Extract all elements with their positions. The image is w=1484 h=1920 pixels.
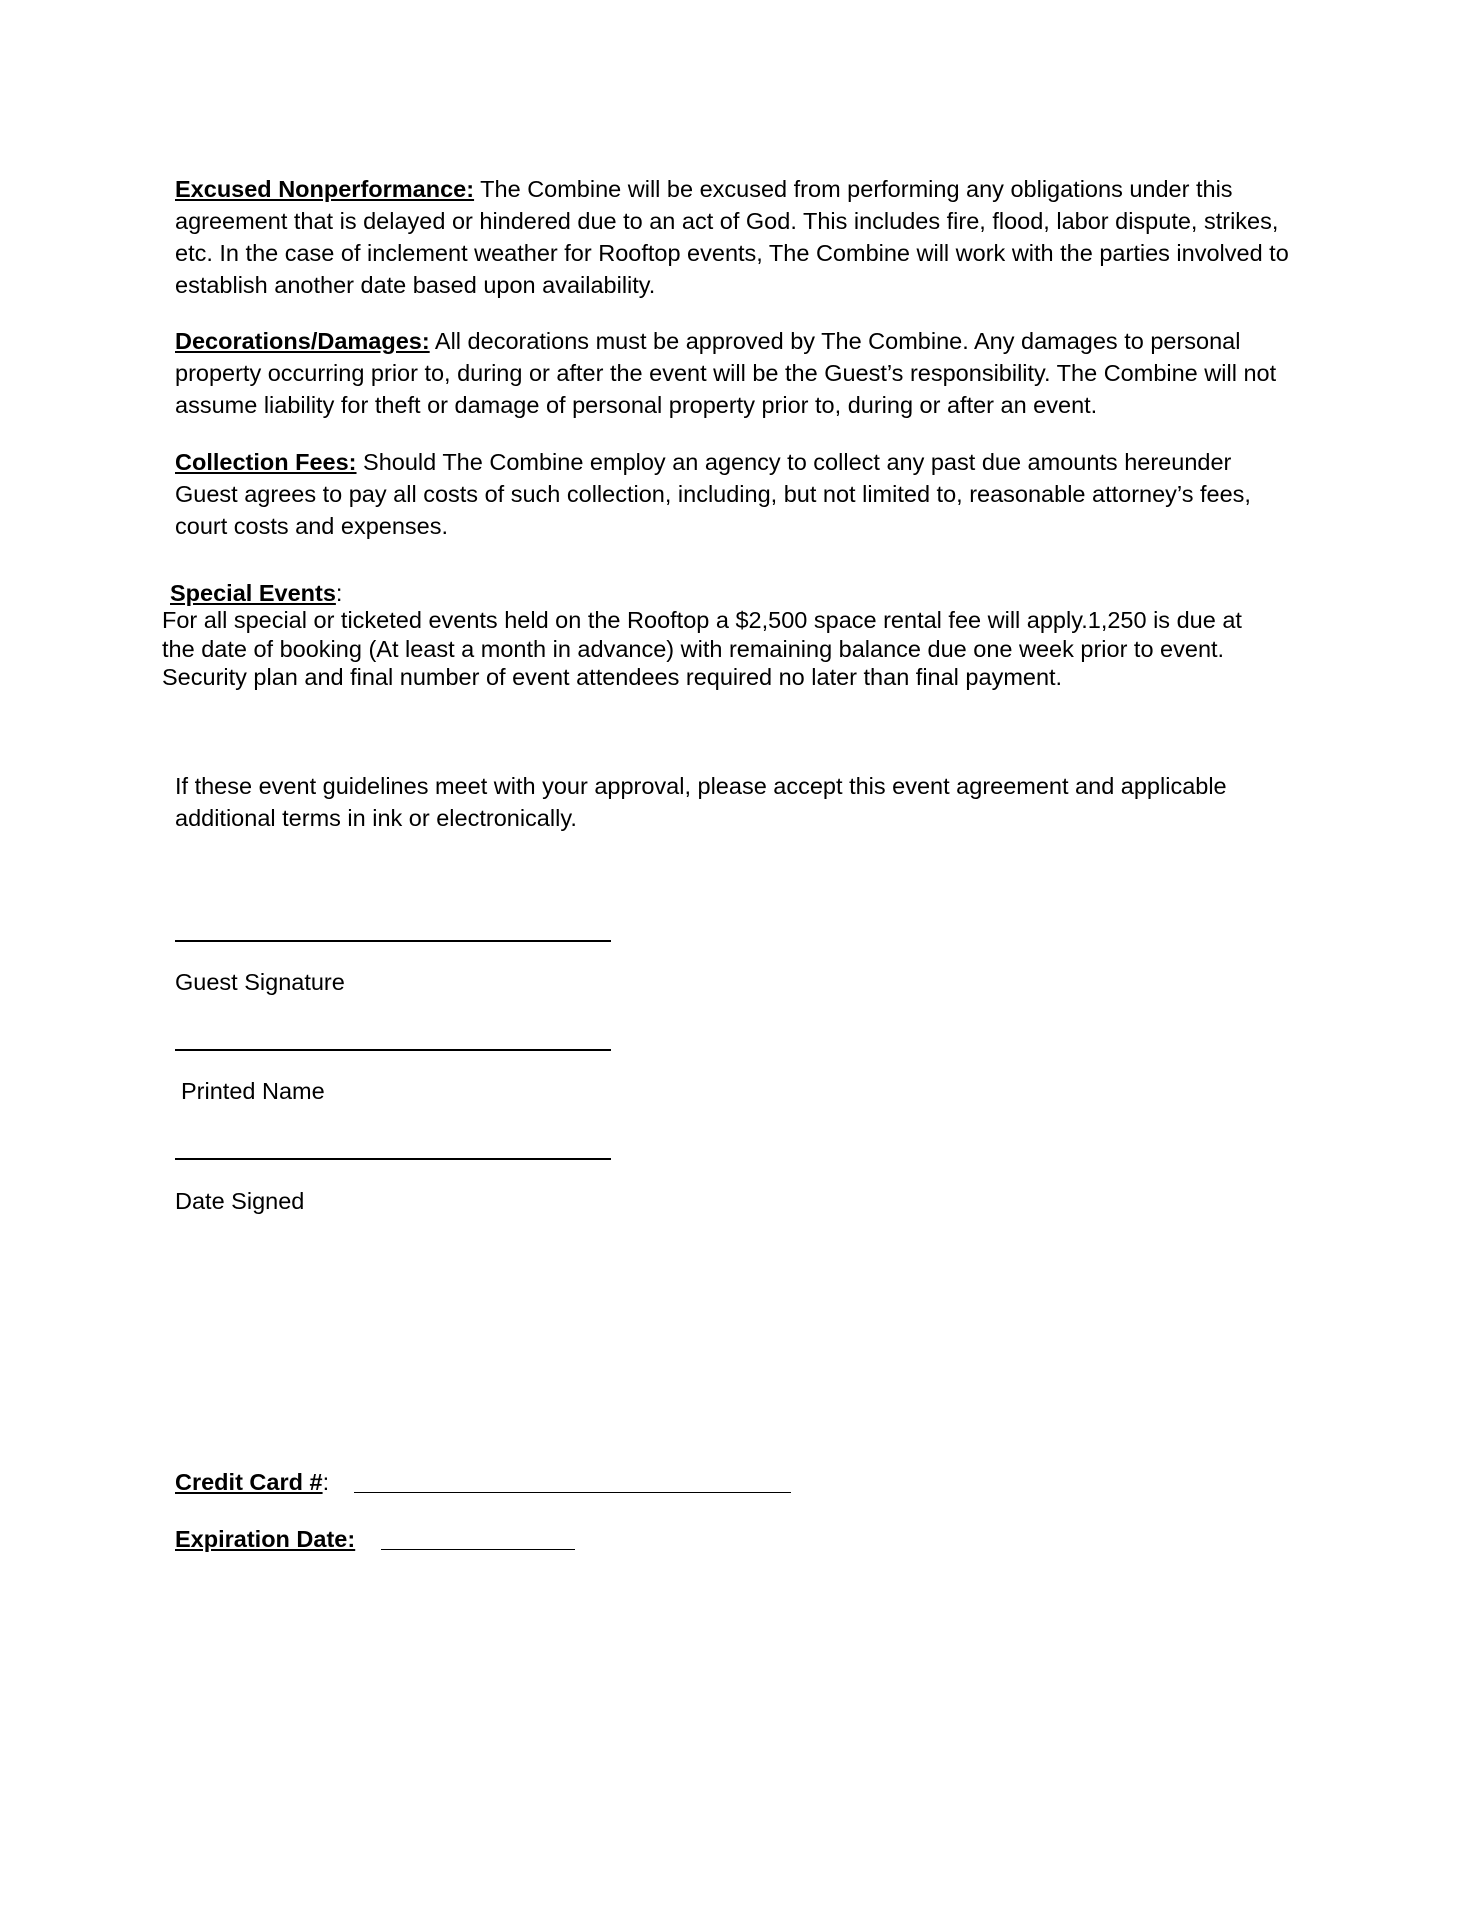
approval-paragraph: If these event guidelines meet with your approval, please accept this event agreement and applicable additional terms in ink or electronically. [175,773,1227,831]
decorations-damages-text: All decorations must be approved by The Combine. Any damages to personal property occurring prior to, during or after the event will be the Guest’s responsibility. The Combine will not assume liability for theft or damage of personal property prior to, during or after an event. [175,328,1277,418]
date-signed-line[interactable] [175,1158,611,1160]
credit-card-label: Credit Card # [175,1469,323,1495]
expiration-date-row [175,1524,355,1554]
expiration-date-label: Expiration Date: [175,1526,356,1552]
guest-signature-line[interactable] [175,940,611,942]
expiration-date-field-line[interactable] [381,1549,575,1550]
guest-signature-label: Guest Signature [175,969,345,995]
printed-name-label: Printed Name [181,1078,325,1104]
decorations-damages-paragraph [175,325,1295,421]
credit-card-colon: : [322,1469,330,1495]
credit-card-field-line[interactable] [354,1492,791,1493]
decorations-damages-heading: Decorations/Damages: [175,328,430,354]
collection-fees-text: Should The Combine employ an agency to collect any past due amounts hereunder Guest agrees to pay all costs of such collection, including, but not limited to, reasonable attorney’s fees, court costs and expenses. [175,449,1251,539]
excused-nonperformance-text: The Combine will be excused from performing any obligations under this agreement that is delayed or hindered due to an act of God. This includes fire, flood, labor dispute, strikes, etc. In the case of inclement weather for Rooftop events, The Combine will work with the parties involved to establish another date based upon availability. [175,176,1289,298]
printed-name-line[interactable] [175,1049,611,1051]
date-signed-label: Date Signed [175,1188,305,1214]
excused-nonperformance-heading: Excused Nonperformance: [175,176,475,202]
excused-nonperformance-paragraph [175,173,1295,301]
special-events-heading: Special Events [170,580,336,606]
collection-fees-paragraph [175,446,1295,542]
special-events-colon: : [335,580,343,606]
special-events-heading-line [170,578,342,608]
special-events-text: For all special or ticketed events held on the Rooftop a $2,500 space rental fee will apply.1,250 is due at the date of booking (At least a month in advance) with remaining balance due one week prior to event. Security plan and final number of event attendees required no later than final payment. [162,607,1242,690]
collection-fees-heading: Collection Fees: [175,449,357,475]
credit-card-row [175,1467,329,1497]
